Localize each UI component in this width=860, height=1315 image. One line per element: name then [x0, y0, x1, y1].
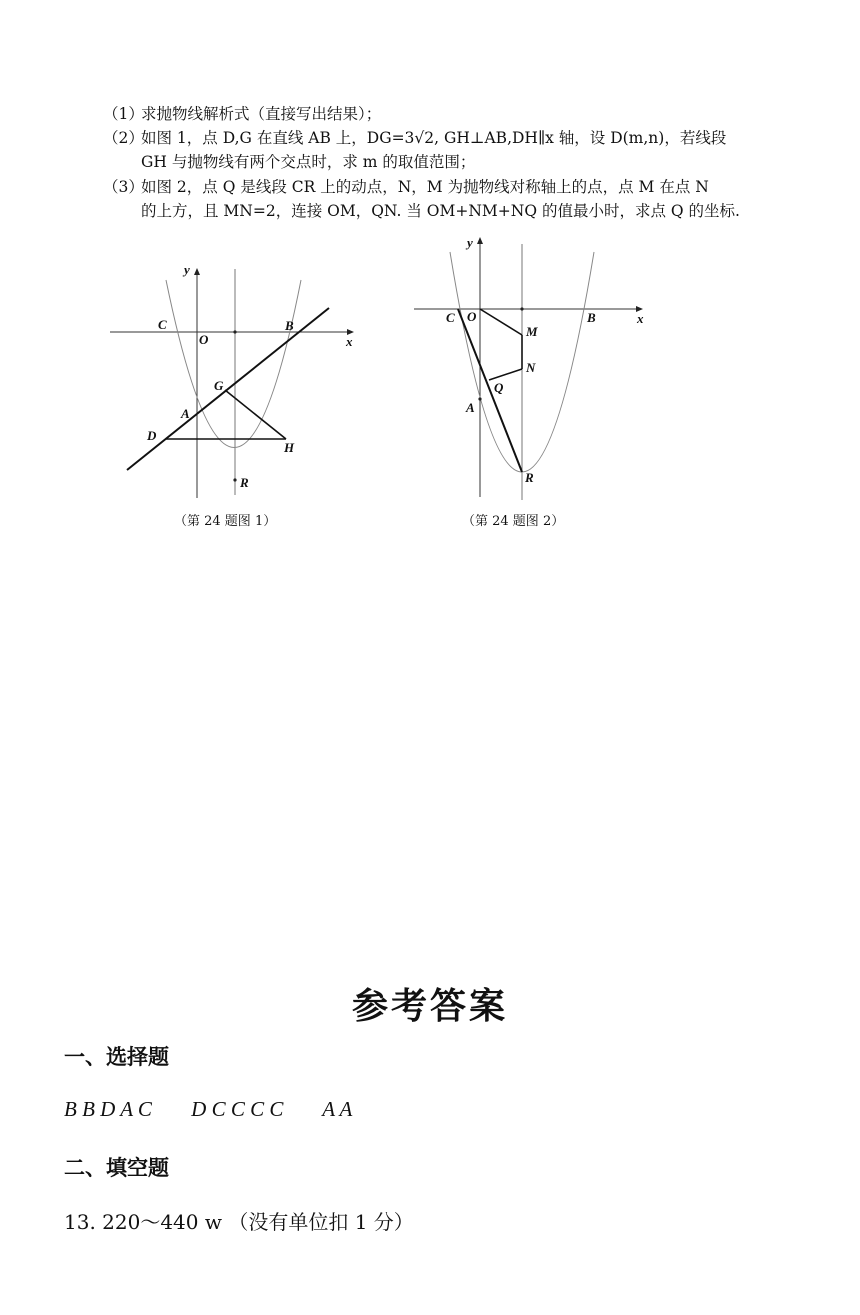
choice-answers — [64, 1097, 386, 1122]
label-r: R — [240, 475, 249, 490]
figure-2-caption: （第 24 题图 2） — [462, 514, 565, 529]
question-number: （2） — [103, 129, 144, 147]
label-g: G — [214, 378, 224, 393]
label-b: B — [587, 310, 596, 325]
label-r: R — [525, 470, 534, 485]
question-1 — [103, 103, 381, 127]
label-a: A — [181, 406, 190, 421]
figure-1 — [100, 255, 370, 500]
label-a: A — [466, 400, 475, 415]
question-text-block — [141, 127, 821, 174]
question-text: 求抛物线解析式（直接写出结果）； — [141, 105, 382, 123]
segment-nq — [489, 369, 522, 380]
question-2 — [103, 127, 727, 171]
question-line: 如图 1，点 D,G 在直线 AB 上，DG=3√2, GH⊥AB,DH∥x 轴，设 D(m,n)，若线段 — [141, 129, 727, 147]
figure-2 — [410, 232, 660, 502]
label-d: D — [147, 428, 157, 443]
label-m: M — [526, 324, 538, 339]
answer-group: D C C C C — [191, 1097, 284, 1121]
segment-cr — [458, 309, 522, 472]
label-o: O — [199, 332, 209, 347]
section-fill-heading: 二、填空题 — [64, 1156, 169, 1180]
section-choice-heading: 一、选择题 — [64, 1045, 169, 1069]
label-q: Q — [494, 380, 504, 395]
question-line: 的上方，且 MN=2，连接 OM，QN. 当 OM+NM+NQ 的值最小时，求点 Q 的坐标. — [141, 201, 740, 220]
answer-key-title: 参考答案 — [351, 986, 508, 1027]
segment-om — [480, 309, 522, 335]
label-x: x — [637, 311, 644, 326]
answer-13: 13. 220～440 w （没有单位扣 1 分） — [64, 1210, 414, 1234]
label-c: C — [158, 317, 167, 332]
figure-1-caption: （第 24 题图 1） — [174, 514, 277, 529]
question-line: 如图 2，点 Q 是线段 CR 上的动点，N，M 为抛物线对称轴上的点，点 M 在点 N — [141, 178, 709, 196]
label-y: y — [467, 235, 473, 250]
label-y: y — [184, 262, 190, 277]
label-n: N — [526, 360, 536, 375]
label-x: x — [346, 334, 353, 349]
label-o: O — [467, 309, 477, 324]
question-number: （3） — [103, 178, 144, 196]
answer-group: A A — [322, 1097, 353, 1121]
question-3 — [103, 176, 740, 220]
question-line: GH 与抛物线有两个交点时，求 m 的取值范围； — [141, 152, 476, 171]
label-b: B — [285, 318, 294, 333]
question-number: （1） — [103, 105, 144, 123]
segment-gh — [225, 390, 286, 439]
question-text-block — [141, 176, 821, 223]
label-h: H — [284, 440, 295, 455]
label-c: C — [446, 310, 455, 325]
answer-group: B B D A C — [64, 1097, 152, 1121]
